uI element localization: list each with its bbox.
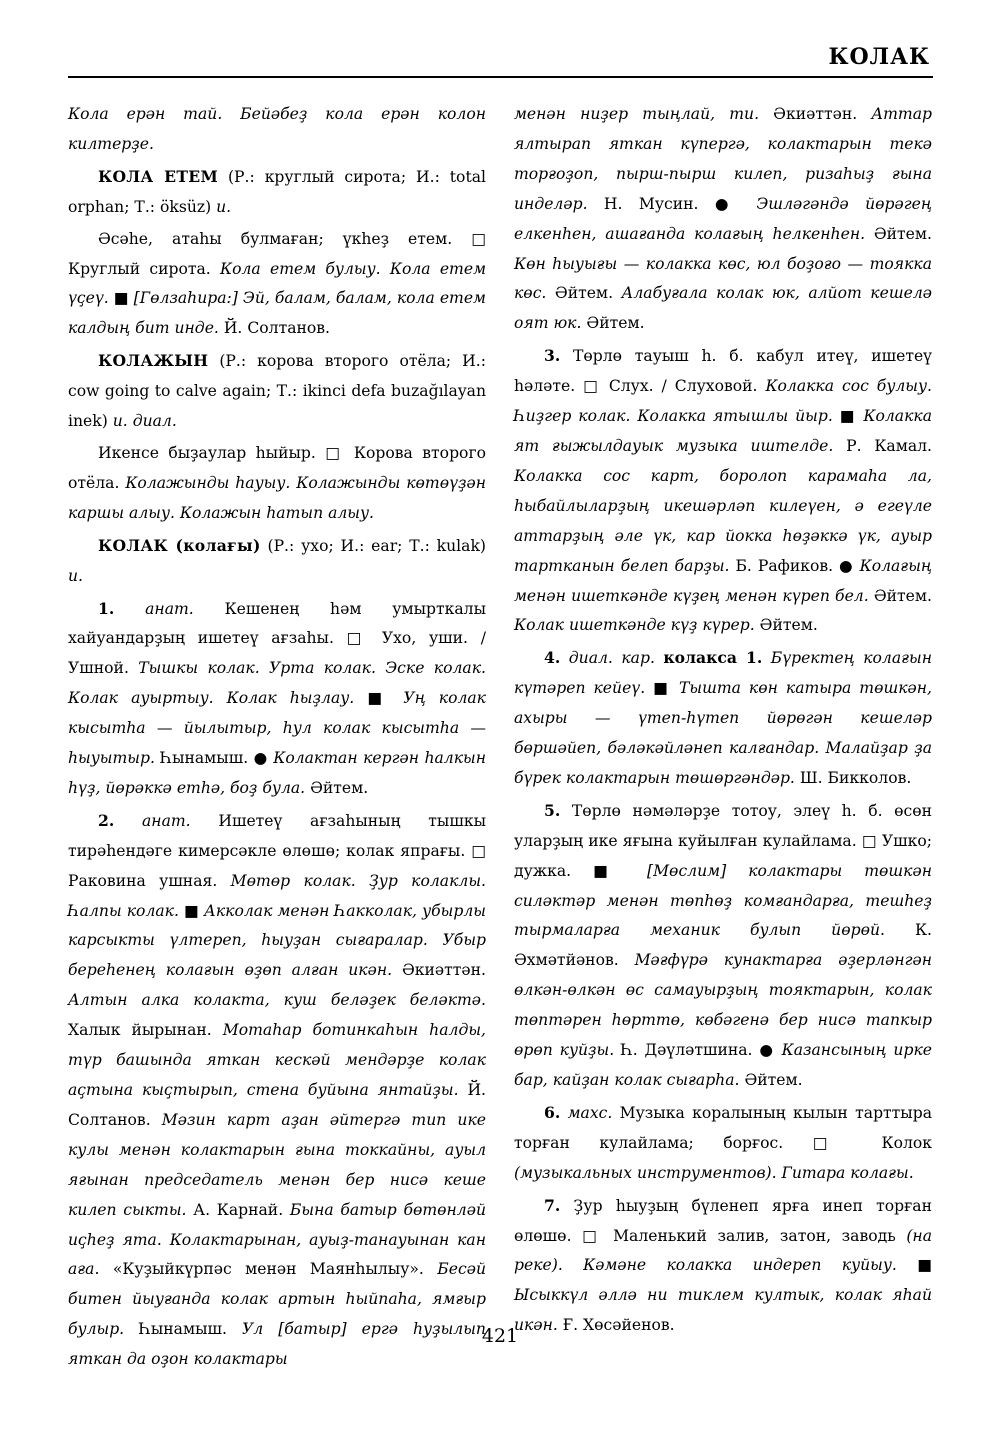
separator: ■ (354, 689, 404, 708)
source: Әкиәттән. (392, 961, 486, 980)
header-rule (68, 76, 933, 78)
example: Колактан кергән һалкын һүҙ, йөрәккә етһә, боҙ була. (68, 749, 486, 797)
example: Колак ишеткәнде күҙ күрер. (514, 616, 755, 635)
right-column (514, 100, 932, 1343)
headword: КОЛА ЕТЕМ (98, 166, 219, 186)
sense-label: махс. (560, 1103, 613, 1122)
sense-number: 4. (544, 648, 561, 668)
example: Аттар ялтырап яткан күпергә, колактарын текә торғоҙоп, пырш-пырш килеп, ризаһыҙ ғына инделәр. (514, 105, 932, 213)
def-text: Икенсе быҙаулар һыйыр. □ Корова второго отёла. (68, 443, 486, 492)
example: Бесәй битен йыуғанда колак артын һыйпаһа, ямғыр булыр. (68, 1260, 486, 1339)
source: Ш. Бикколов. (794, 768, 912, 787)
separator: ■ (571, 861, 647, 880)
sense-2 (68, 806, 486, 1375)
source: А. Карнай. (186, 1200, 290, 1219)
source: К. Әхмәтйәнов. (514, 921, 932, 970)
example: Тышта көн катыра төшкән, ахыры — үтеп-һүтеп йөрөгән кешеләр бөршәйеп, бәләкәйләнеп калғандар. Малайҙар ҙа бүрек колактарын төшөргәндәр. (514, 679, 933, 787)
example: Бүректең колағын күтәреп кейеү. (514, 649, 932, 698)
entry-kolazhyn (68, 346, 486, 437)
entry-kolak (68, 531, 486, 592)
example: Ысыккүл әллә ни тиклем култык, колак яһай икән. (514, 1286, 932, 1335)
pos: и. (68, 566, 83, 585)
example: Ул [батыр] ергә һуҙылып яткан да оҙон колактары (68, 1320, 486, 1369)
source: Һ. Дәүләтшина. (614, 1041, 753, 1060)
sense-4 (514, 643, 932, 794)
definition (68, 225, 486, 345)
source: Й. Солтанов. (68, 1081, 487, 1129)
sense-number: 7. (544, 1195, 561, 1215)
source: Ғ. Хөсәйенов. (557, 1316, 675, 1335)
source: Әйтем. (581, 314, 645, 333)
gloss: (Р.: круглый сирота; И.: total orphan; Т.: öksüz) (68, 167, 486, 216)
example: Мәзин карт аҙан әйтергә тип ике кулы менән колактарын ғына токкайны, ауыл яғынан председатель менән бер нисә кеше килеп сыкты. (68, 1110, 486, 1219)
example: Уң колак кысытһа — йылытыр, һул колак кысытһа — һыуытыр. (68, 689, 486, 768)
sense-label: диал. кар. (560, 649, 664, 668)
example: Көн һыуығы — колакка көс, юл боҙоғо — тоякка көс. (514, 254, 932, 303)
example: Колакка сос булыу. Һиҙгер колак. Колакка ятышлы йыр. (514, 377, 932, 426)
source: Һынамыш. (124, 1320, 242, 1339)
example: Колағың менән ишеткәнде күҙең менән күреп бел. (514, 556, 932, 605)
example: Эшләгәндә йөрәгең елкенһен, ашағанда колағың һелкенһен. (514, 194, 932, 243)
page-number: 421 (481, 1325, 519, 1347)
headword: КОЛАЖЫН (98, 351, 209, 371)
source: Әйтем. (546, 284, 622, 303)
gloss: (Р.: ухо; И.: ear; Т.: kulak) (260, 536, 486, 555)
source: Әйтем. (868, 586, 932, 605)
example: Казансының ирке бар, кайҙан колак сығарһа. (514, 1041, 932, 1089)
source: Н. Мусин. (587, 194, 699, 213)
source: Әйтем. (305, 778, 369, 797)
sense-label: анат. (114, 599, 194, 618)
source: Б. Рафиков. (729, 556, 834, 575)
sense-number: 3. (544, 346, 561, 366)
separator: ● (833, 556, 860, 575)
separator: ■ (178, 901, 205, 920)
sense-number: 6. (544, 1102, 561, 1122)
separator: ● (248, 749, 274, 768)
sense-6 (514, 1098, 932, 1189)
def-text: Кешенең һәм умырткалы хайуандарҙың ишетеү ағзаһы. □ Ухо, уши. / Ушной. (68, 599, 486, 678)
example: (на реке). Кәмәне колакка индереп куйыу. (514, 1226, 932, 1275)
def-text: Төрлө тауыш һ. б. кабул итеү, ишетеү һәләте. □ Слух. / Слуховой. (514, 347, 932, 396)
example: менән ниҙер тыңлай, ти. (514, 105, 760, 123)
source: Әйтем. (754, 616, 818, 635)
left-column (68, 100, 486, 1377)
example: Кола ерән тай. Бейәбеҙ кола ерән колон килтерҙе. (68, 105, 486, 153)
pos: и. диал. (112, 412, 177, 431)
def-text: Әсәһе, атаһы булмаған; үкһеҙ етем. □ Круглый сирота. (68, 229, 486, 278)
source: Й. Солтанов. (218, 319, 331, 338)
example: Кола етем булыу. Кола етем үҫеү. (68, 259, 487, 308)
sense-7 (514, 1191, 932, 1342)
separator: ■ (108, 289, 134, 308)
sense-number: 1. (98, 598, 115, 618)
source: Р. Камал. (833, 436, 932, 455)
pos: и. (216, 197, 232, 216)
example: Алабуғала колак юк, алйот кешелә оят юк. (514, 284, 932, 333)
sense-label: анат. (114, 811, 191, 830)
sense-5 (514, 796, 932, 1096)
source: Әйтем. (739, 1071, 803, 1089)
example: Мәғфүрә кунактарға әҙерләнгән өлкән-өлкән өс самауырҙың тояктарын, колак төптәрен һөрттө, көбәгенә бер нисә тапкыр өрөп куйҙы. (514, 951, 932, 1060)
separator: ● (698, 194, 757, 213)
entry-kola-etem (68, 162, 486, 223)
sense-number: 5. (544, 800, 561, 820)
running-head: КОЛАК (828, 44, 930, 70)
example: Колажынды һауыу. Колажынды көтөүҙән каршы алыу. Колажын һатып алыу. (68, 473, 486, 522)
example: Тышкы колак. Урта колак. Эске колак. Колак ауыртыу. Колак һыҙлау. (68, 659, 486, 708)
example: Мотаһар ботинкаһын һалды, түр башында яткан кескәй мендәрҙе колак аҫтына кыҫтырып, стена буйына янтайҙы. (68, 1021, 486, 1099)
example: Алтын алка колакта, куш беләҙек беләктә. (68, 991, 486, 1010)
example: (музыкальных инструментов). Гитара колағы. (514, 1163, 914, 1182)
separator: ■ (645, 679, 679, 698)
source: Халык йырынан. (68, 1021, 223, 1040)
gloss: (Р.: корова второго отёла; И.: cow going to calve again; Т.: ikinci defa buzağılayan inek) (68, 352, 486, 431)
separator: ● (752, 1041, 782, 1060)
def-text: Төрлө нәмәләрҙе тотоу, элеү һ. б. өсөн уларҙың ике яғына куйылған кулайлама. □ Ушко; дужка. (514, 801, 932, 880)
separator: ■ (896, 1256, 932, 1275)
sense-3 (514, 341, 932, 641)
separator: ■ (832, 407, 864, 426)
def-text: Музыка коралының кылын тарттыра торған кулайлама; борғос. □ Колок (514, 1103, 932, 1152)
sense-1 (68, 594, 486, 804)
example: Колакка ят ғыжылдауык музыка иштелде. (514, 407, 932, 455)
headword: КОЛАК (колағы) (98, 535, 261, 555)
definition (68, 439, 486, 529)
continuation-paragraph (514, 100, 932, 339)
continuation-paragraph (68, 100, 486, 160)
example: [Мөслим] колактары төшкән силәктәр менән төпһөҙ комғандарға, тешһеҙ тырмаларға механик булып йөрөй. (514, 861, 932, 940)
source: Әйтем. (865, 224, 933, 243)
source: Әкиәттән. (759, 105, 872, 123)
def-text: Ҙур һыуҙың бүленеп ярға инеп торған өлөшө. □ Маленький залив, затон, заводь (514, 1196, 932, 1245)
cross-reference: колакса 1. (663, 648, 763, 668)
source: Һынамыш. (154, 749, 249, 768)
source: «Куҙыйкүрпәс менән Маянһылыу». (99, 1260, 438, 1279)
sense-number: 2. (98, 810, 115, 830)
def-text: Ишетеү ағзаһының тышкы тирәһендәге кимерсәкле өлөшө; колак япрағы. □ Раковина ушная. (68, 811, 486, 890)
example: Мөтөр колак. Ҙур колаклы. Һалпы колак. (68, 871, 486, 920)
example: Бына батыр бөтөнләй иҫһеҙ ята. Колактарынан, ауыҙ-танауынан кан аға. (68, 1200, 486, 1279)
example: Акколак менән Һакколак, убырлы карсыкты үлтереп, һыуҙан сығаралар. Убыр береһенең колағын өҙөп алған икән. (68, 901, 486, 980)
example: [Гөлзаһира:] Эй, балам, балам, кола етем калдың бит инде. (68, 289, 486, 338)
example: Колакка сос карт, боролоп карамаһа ла, һыбайлыларҙың икешәрләп килеүен, ә егеүле аттарҙың әле үк, кар йокка һөҙәккә үк, ауыр тартканын белеп барҙы. (514, 466, 932, 575)
